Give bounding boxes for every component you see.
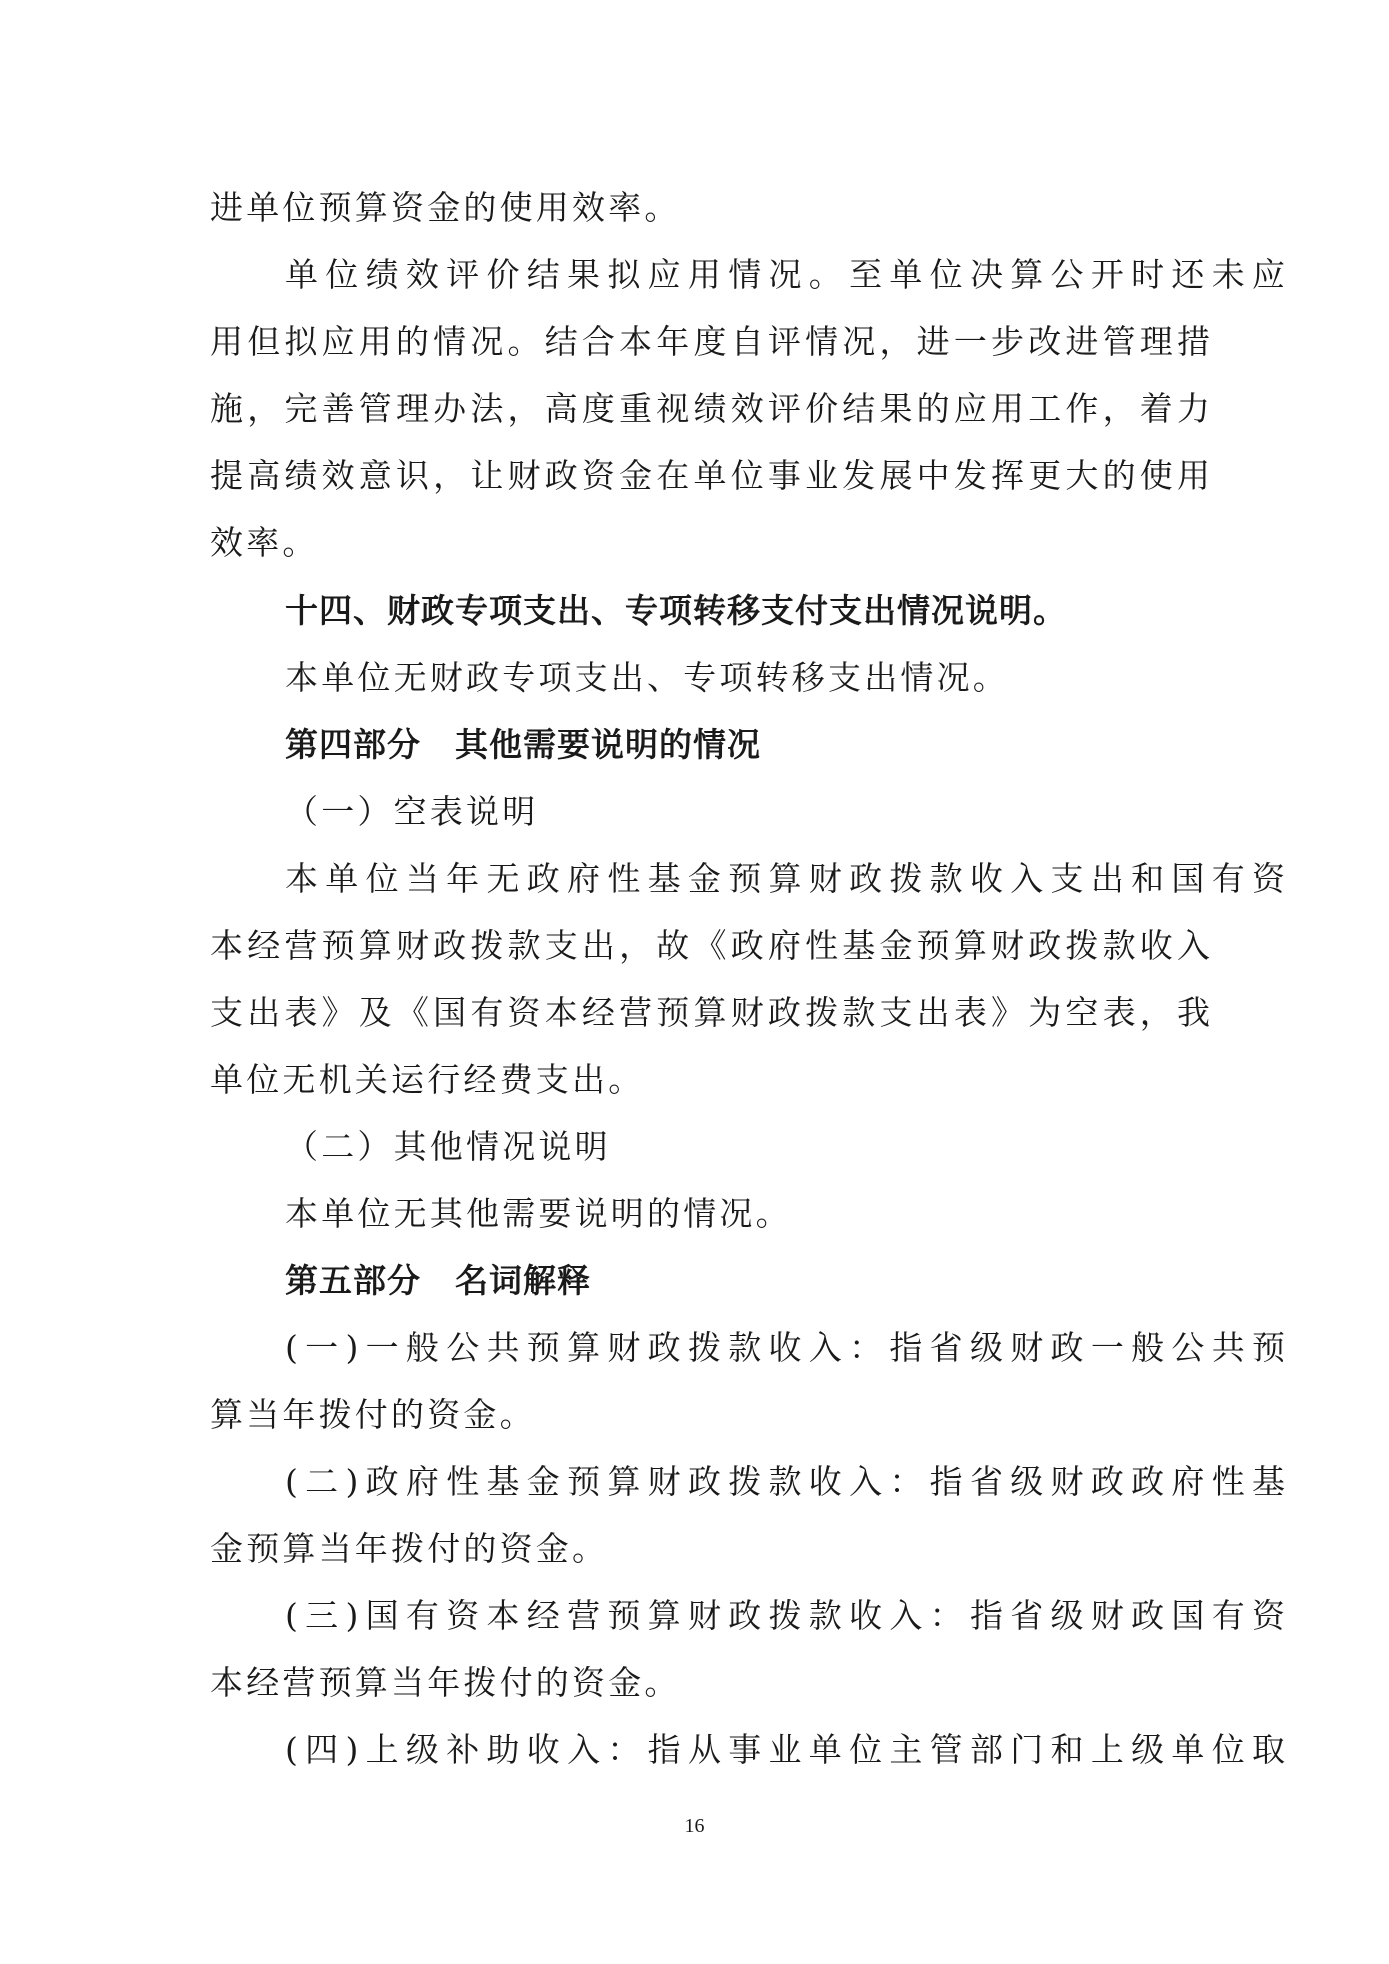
- definition-line: (三)国有资本经营预算财政拨款收入：指省级财政国有资: [285, 1596, 1285, 1635]
- body-line: 本单位无财政专项支出、专项转移支出情况。: [285, 658, 1009, 697]
- body-line: 用但拟应用的情况。结合本年度自评情况，进一步改进管理措: [210, 322, 1210, 361]
- definition-line: (二)政府性基金预算财政拨款收入：指省级财政政府性基: [285, 1462, 1285, 1501]
- part-heading: 第五部分 名词解释: [285, 1261, 591, 1300]
- body-line: 效率。: [210, 523, 319, 562]
- definition-line: (一)一般公共预算财政拨款收入：指省级财政一般公共预: [285, 1328, 1285, 1367]
- body-line: 本经营预算财政拨款支出，故《政府性基金预算财政拨款收入: [210, 926, 1210, 965]
- definition-line: 算当年拨付的资金。: [210, 1395, 536, 1434]
- body-line: 进单位预算资金的使用效率。: [210, 188, 681, 227]
- body-line: 施，完善管理办法，高度重视绩效评价结果的应用工作，着力: [210, 389, 1210, 428]
- part-heading: 第四部分 其他需要说明的情况: [285, 725, 761, 764]
- section-heading: 十四、财政专项支出、专项转移支付支出情况说明。: [285, 591, 1067, 630]
- subsection-heading: （一）空表说明: [285, 792, 539, 831]
- page-number: 16: [684, 1815, 705, 1837]
- definition-line: 金预算当年拨付的资金。: [210, 1529, 609, 1568]
- body-line: 单位绩效评价结果拟应用情况。至单位决算公开时还未应: [285, 255, 1285, 294]
- body-line: 单位无机关运行经费支出。: [210, 1060, 645, 1099]
- definition-line: (四)上级补助收入：指从事业单位主管部门和上级单位取: [285, 1730, 1285, 1769]
- definition-line: 本经营预算当年拨付的资金。: [210, 1663, 681, 1702]
- subsection-heading: （二）其他情况说明: [285, 1127, 611, 1166]
- body-line: 本单位无其他需要说明的情况。: [285, 1194, 792, 1233]
- body-line: 本单位当年无政府性基金预算财政拨款收入支出和国有资: [285, 859, 1285, 898]
- body-line: 支出表》及《国有资本经营预算财政拨款支出表》为空表，我: [210, 993, 1210, 1032]
- body-line: 提高绩效意识，让财政资金在单位事业发展中发挥更大的使用: [210, 456, 1210, 495]
